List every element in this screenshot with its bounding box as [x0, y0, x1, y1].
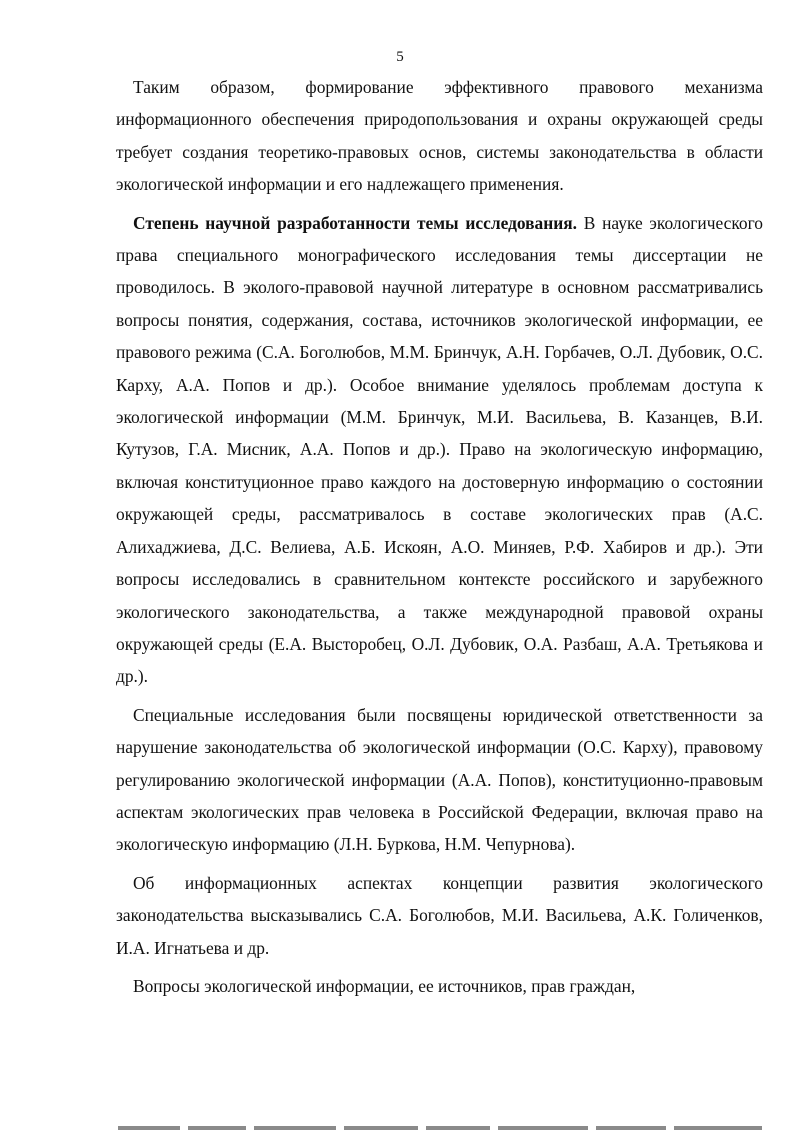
paragraph-continued: Вопросы экологической информации, ее источников, прав граждан,: [133, 975, 636, 996]
paragraph-special-studies: Специальные исследования были посвящены юридической ответственности за нарушение законодательства об экологической информации (О.С. Карху), правовому регулированию экологической информации (А.А. Попов), конституционно-правовым аспектам экологических прав человека в Российской Федерации, включая право на экологическую информацию (Л.Н. Буркова, Н.М. Чепурнова).: [116, 704, 763, 855]
cut-off-next-line: [118, 1126, 762, 1132]
text-body: [116, 71, 763, 1002]
paragraph-research-degree: [116, 207, 763, 693]
paragraph-concept-aspects: Об информационных аспектах концепции развития экологического законодательства высказывались С.А. Боголюбов, М.И. Васильева, А.К. Голиченков, И.А. Игнатьева и др.: [116, 872, 763, 958]
paragraph-text: В науке экологического права специального монографического исследования темы диссертации не проводилось. В эколого-правовой научной литературе в основном рассматривались вопросы понятия, содержания, состава, источников экологической информации, ее правового режима (С.А. Боголюбов, М.М. Бринчук, А.Н. Горбачев, О.Л. Дубовик, О.С. Карху, А.А. Попов и др.). Особое внимание уделялось проблемам доступа к экологической информации (М.М. Бринчук, М.И. Васильева, В. Казанцев, В.И. Кутузов, Г.А. Мисник, А.А. Попов и др.). Право на экологическую информацию, включая конституционное право каждого на достоверную информацию о состоянии окружающей среды, рассматривалось в составе экологических прав (А.С. Алихаджиева, Д.С. Велиева, А.Б. Искоян, А.О. Миняев, Р.Ф. Хабиров и др.). Эти вопросы исследовались в сравнительном контексте российского и зарубежного экологического законодательства, а также международной правовой охраны окружающей среды (Е.А. Высторобец, О.Л. Дубовик, О.А. Разбаш, А.А. Третьякова и др.).: [116, 212, 763, 687]
section-heading: Степень научной разработанности темы исследования.: [133, 212, 578, 233]
page-number: 5: [396, 49, 404, 65]
paragraph-conclusion: Таким образом, формирование эффективного правового механизма информационного обеспечения природопользования и охраны окружающей среды требует создания теоретико-правовых основ, системы законодательства в области экологической информации и его надлежащего применения.: [116, 77, 763, 195]
